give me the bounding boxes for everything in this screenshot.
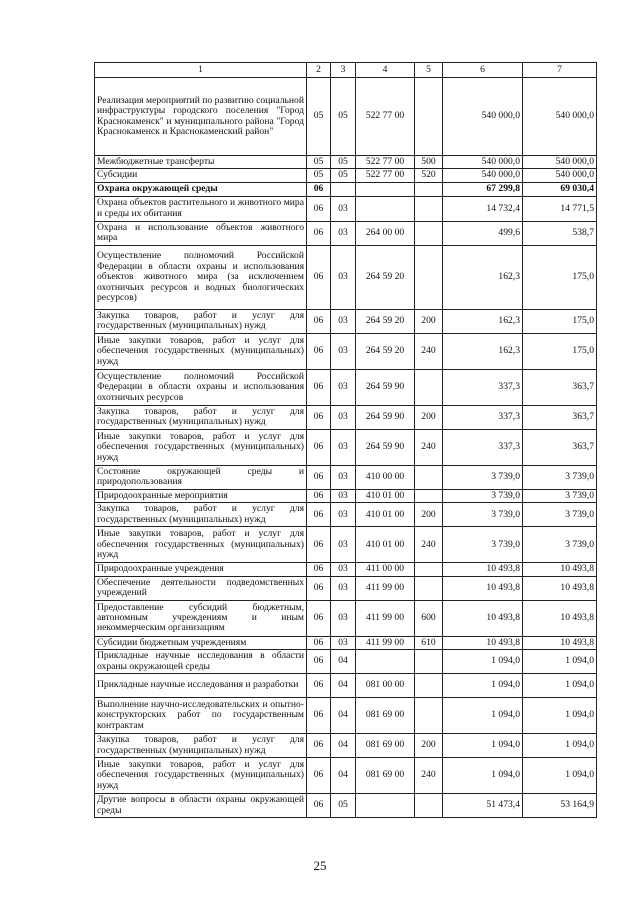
row-amount-year1: 3 739,0 <box>443 489 523 502</box>
table-row <box>95 503 597 527</box>
row-name: Другие вопросы в области охраны окружающей среды <box>95 794 307 818</box>
row-target-article: 264 59 90 <box>356 429 415 465</box>
row-expense-type <box>415 245 443 309</box>
row-expense-type: 500 <box>415 156 443 169</box>
row-amount-year2: 10 493,8 <box>523 636 597 649</box>
row-expense-type <box>415 489 443 502</box>
row-expense-type <box>415 794 443 818</box>
row-amount-year2: 10 493,8 <box>523 563 597 576</box>
row-target-article: 522 77 00 <box>356 169 415 182</box>
row-name: Закупка товаров, работ и услуг для государственных (муниципальных) нужд <box>95 405 307 429</box>
table-row <box>95 169 597 182</box>
row-amount-year1: 10 493,8 <box>443 600 523 636</box>
row-section: 06 <box>307 429 331 465</box>
page-number: 25 <box>313 858 327 873</box>
row-section: 06 <box>307 333 331 369</box>
row-amount-year1: 1 094,0 <box>443 650 523 674</box>
row-section: 06 <box>307 794 331 818</box>
row-amount-year1: 1 094,0 <box>443 758 523 794</box>
row-section: 06 <box>307 465 331 489</box>
row-subsection: 04 <box>331 698 356 734</box>
row-name: Прикладные научные исследования в области охраны окружающей среды <box>95 650 307 674</box>
row-expense-type: 600 <box>415 600 443 636</box>
row-section: 06 <box>307 489 331 502</box>
table-row <box>95 527 597 563</box>
row-section: 06 <box>307 196 331 221</box>
row-name: Охрана окружающей среды <box>95 182 307 196</box>
row-target-article: 410 01 00 <box>356 503 415 527</box>
row-name: Охрана и использование объектов животного мира <box>95 221 307 245</box>
row-subsection: 04 <box>331 758 356 794</box>
row-amount-year1: 499,6 <box>443 221 523 245</box>
row-target-article: 411 99 00 <box>356 576 415 600</box>
row-section: 06 <box>307 650 331 674</box>
row-amount-year2: 540 000,0 <box>523 169 597 182</box>
row-name: Реализация мероприятий по развитию социальной инфраструктуры городского поселения "Город Краснокаменск" и муниципального района "Город Краснокаменск и Краснокаменский район" <box>95 78 307 156</box>
row-target-article <box>356 182 415 196</box>
row-target-article: 264 59 90 <box>356 405 415 429</box>
table-row <box>95 156 597 169</box>
row-target-article: 411 99 00 <box>356 636 415 649</box>
row-subsection: 03 <box>331 576 356 600</box>
row-section: 06 <box>307 734 331 758</box>
table-row <box>95 221 597 245</box>
row-amount-year1: 10 493,8 <box>443 636 523 649</box>
row-section: 06 <box>307 369 331 405</box>
table-row <box>95 309 597 333</box>
row-expense-type: 200 <box>415 309 443 333</box>
table-row <box>95 369 597 405</box>
row-expense-type <box>415 369 443 405</box>
row-amount-year2: 540 000,0 <box>523 78 597 156</box>
row-subsection: 05 <box>331 169 356 182</box>
row-subsection: 03 <box>331 221 356 245</box>
table-row <box>95 636 597 649</box>
table-row <box>95 674 597 698</box>
row-amount-year1: 3 739,0 <box>443 465 523 489</box>
row-target-article: 522 77 00 <box>356 156 415 169</box>
table-row <box>95 245 597 309</box>
row-expense-type <box>415 182 443 196</box>
row-subsection: 04 <box>331 674 356 698</box>
row-expense-type: 240 <box>415 758 443 794</box>
row-target-article: 522 77 00 <box>356 78 415 156</box>
row-section: 06 <box>307 600 331 636</box>
row-amount-year1: 1 094,0 <box>443 734 523 758</box>
row-section: 06 <box>307 576 331 600</box>
row-name: Прикладные научные исследования и разработки <box>95 674 307 698</box>
row-section: 05 <box>307 156 331 169</box>
row-subsection: 03 <box>331 245 356 309</box>
budget-table <box>94 62 597 818</box>
row-amount-year1: 3 739,0 <box>443 527 523 563</box>
row-expense-type <box>415 563 443 576</box>
row-amount-year1: 540 000,0 <box>443 78 523 156</box>
row-amount-year1: 540 000,0 <box>443 156 523 169</box>
row-amount-year2: 363,7 <box>523 405 597 429</box>
row-subsection: 03 <box>331 369 356 405</box>
row-name: Состояние окружающей среды и природопользования <box>95 465 307 489</box>
row-amount-year2: 538,7 <box>523 221 597 245</box>
row-amount-year2: 3 739,0 <box>523 503 597 527</box>
row-name: Обеспечение деятельности подведомственных учреждений <box>95 576 307 600</box>
row-amount-year1: 14 732,4 <box>443 196 523 221</box>
row-amount-year1: 10 493,8 <box>443 563 523 576</box>
row-name: Охрана объектов растительного и животного мира и среды их обитания <box>95 196 307 221</box>
row-section: 06 <box>307 758 331 794</box>
row-subsection: 05 <box>331 156 356 169</box>
row-section: 06 <box>307 503 331 527</box>
row-section: 05 <box>307 78 331 156</box>
table-body <box>95 78 597 818</box>
row-amount-year2: 175,0 <box>523 333 597 369</box>
row-expense-type <box>415 78 443 156</box>
table-row <box>95 465 597 489</box>
table-row <box>95 333 597 369</box>
row-amount-year2: 363,7 <box>523 429 597 465</box>
row-amount-year2: 1 094,0 <box>523 698 597 734</box>
row-target-article: 411 99 00 <box>356 600 415 636</box>
row-name: Иные закупки товаров, работ и услуг для обеспечения государственных (муниципальных) нужд <box>95 758 307 794</box>
row-amount-year2: 3 739,0 <box>523 465 597 489</box>
row-amount-year1: 3 739,0 <box>443 503 523 527</box>
row-amount-year1: 67 299,8 <box>443 182 523 196</box>
row-name: Природоохранные учреждения <box>95 563 307 576</box>
row-expense-type: 200 <box>415 734 443 758</box>
row-amount-year1: 337,3 <box>443 369 523 405</box>
row-subsection: 05 <box>331 78 356 156</box>
row-name: Предоставление субсидий бюджетным, автономным учреждениям и иным некоммерческим организациям <box>95 600 307 636</box>
table-row <box>95 650 597 674</box>
table-row <box>95 489 597 502</box>
row-amount-year2: 1 094,0 <box>523 734 597 758</box>
row-section: 06 <box>307 563 331 576</box>
table-row <box>95 576 597 600</box>
row-section: 06 <box>307 698 331 734</box>
header-col-4: 4 <box>356 63 415 78</box>
table-row <box>95 600 597 636</box>
row-subsection: 03 <box>331 405 356 429</box>
table-row <box>95 182 597 196</box>
header-col-2: 2 <box>307 63 331 78</box>
row-amount-year1: 337,3 <box>443 405 523 429</box>
row-section: 05 <box>307 169 331 182</box>
row-amount-year1: 540 000,0 <box>443 169 523 182</box>
row-name: Субсидии бюджетным учреждениям <box>95 636 307 649</box>
row-subsection: 03 <box>331 563 356 576</box>
row-name: Иные закупки товаров, работ и услуг для обеспечения государственных (муниципальных) нужд <box>95 527 307 563</box>
row-name: Природоохранные мероприятия <box>95 489 307 502</box>
row-name: Субсидии <box>95 169 307 182</box>
row-subsection: 03 <box>331 503 356 527</box>
row-subsection: 03 <box>331 309 356 333</box>
row-name: Осуществление полномочий Российской Федерации в области охраны и использования охотничьих ресурсов <box>95 369 307 405</box>
row-name: Межбюджетные трансферты <box>95 156 307 169</box>
table-row <box>95 78 597 156</box>
row-expense-type: 240 <box>415 429 443 465</box>
row-amount-year1: 162,3 <box>443 333 523 369</box>
row-name: Выполнение научно-исследовательских и опытно-конструкторских работ по государственным контрактам <box>95 698 307 734</box>
row-section: 06 <box>307 405 331 429</box>
row-target-article: 264 59 90 <box>356 369 415 405</box>
row-section: 06 <box>307 309 331 333</box>
table-row <box>95 429 597 465</box>
row-section: 06 <box>307 527 331 563</box>
row-subsection: 03 <box>331 196 356 221</box>
row-amount-year2: 3 739,0 <box>523 489 597 502</box>
row-amount-year2: 175,0 <box>523 309 597 333</box>
row-amount-year1: 337,3 <box>443 429 523 465</box>
row-target-article <box>356 794 415 818</box>
row-amount-year2: 53 164,9 <box>523 794 597 818</box>
row-section: 06 <box>307 636 331 649</box>
header-col-6: 6 <box>443 63 523 78</box>
row-amount-year2: 540 000,0 <box>523 156 597 169</box>
row-amount-year2: 363,7 <box>523 369 597 405</box>
row-amount-year2: 1 094,0 <box>523 758 597 794</box>
row-amount-year1: 10 493,8 <box>443 576 523 600</box>
header-col-5: 5 <box>415 63 443 78</box>
row-subsection: 04 <box>331 650 356 674</box>
row-expense-type <box>415 196 443 221</box>
row-name: Закупка товаров, работ и услуг для государственных (муниципальных) нужд <box>95 734 307 758</box>
table-row <box>95 698 597 734</box>
row-subsection: 03 <box>331 489 356 502</box>
row-subsection: 03 <box>331 465 356 489</box>
table-row <box>95 734 597 758</box>
header-col-3: 3 <box>331 63 356 78</box>
row-target-article: 264 59 20 <box>356 309 415 333</box>
table-row <box>95 563 597 576</box>
header-col-1: 1 <box>95 63 307 78</box>
row-target-article: 264 59 20 <box>356 245 415 309</box>
row-name: Осуществление полномочий Российской Федерации в области охраны и использования объектов животного мира (за исключением охотничьих ресурсов и водных биологических ресурсов) <box>95 245 307 309</box>
row-name: Закупка товаров, работ и услуг для государственных (муниципальных) нужд <box>95 503 307 527</box>
row-section: 06 <box>307 674 331 698</box>
row-subsection: 05 <box>331 794 356 818</box>
row-expense-type: 520 <box>415 169 443 182</box>
row-target-article: 410 00 00 <box>356 465 415 489</box>
row-expense-type <box>415 674 443 698</box>
row-amount-year2: 3 739,0 <box>523 527 597 563</box>
header-col-7: 7 <box>523 63 597 78</box>
row-target-article: 264 00 00 <box>356 221 415 245</box>
row-subsection: 04 <box>331 734 356 758</box>
row-amount-year2: 69 030,4 <box>523 182 597 196</box>
row-section: 06 <box>307 182 331 196</box>
row-target-article: 410 01 00 <box>356 489 415 502</box>
table-row <box>95 758 597 794</box>
row-target-article: 081 69 00 <box>356 758 415 794</box>
row-expense-type <box>415 650 443 674</box>
row-amount-year1: 1 094,0 <box>443 698 523 734</box>
row-expense-type: 200 <box>415 405 443 429</box>
row-expense-type: 610 <box>415 636 443 649</box>
row-expense-type <box>415 698 443 734</box>
row-target-article: 081 69 00 <box>356 698 415 734</box>
table-row <box>95 196 597 221</box>
row-expense-type: 200 <box>415 503 443 527</box>
row-target-article: 411 00 00 <box>356 563 415 576</box>
row-target-article <box>356 650 415 674</box>
row-subsection: 03 <box>331 527 356 563</box>
row-amount-year1: 1 094,0 <box>443 674 523 698</box>
row-amount-year2: 1 094,0 <box>523 650 597 674</box>
row-target-article: 081 69 00 <box>356 734 415 758</box>
row-subsection <box>331 182 356 196</box>
row-target-article <box>356 196 415 221</box>
row-subsection: 03 <box>331 333 356 369</box>
row-target-article: 081 00 00 <box>356 674 415 698</box>
row-expense-type: 240 <box>415 527 443 563</box>
row-subsection: 03 <box>331 429 356 465</box>
row-amount-year2: 1 094,0 <box>523 674 597 698</box>
row-amount-year1: 162,3 <box>443 245 523 309</box>
row-amount-year1: 162,3 <box>443 309 523 333</box>
table-row <box>95 794 597 818</box>
row-expense-type <box>415 221 443 245</box>
table-row <box>95 405 597 429</box>
header-row <box>95 63 597 78</box>
row-subsection: 03 <box>331 600 356 636</box>
row-name: Закупка товаров, работ и услуг для государственных (муниципальных) нужд <box>95 309 307 333</box>
row-amount-year2: 175,0 <box>523 245 597 309</box>
row-amount-year1: 51 473,4 <box>443 794 523 818</box>
row-section: 06 <box>307 221 331 245</box>
row-expense-type <box>415 576 443 600</box>
row-target-article: 264 59 20 <box>356 333 415 369</box>
row-expense-type <box>415 465 443 489</box>
row-subsection: 03 <box>331 636 356 649</box>
row-amount-year2: 10 493,8 <box>523 576 597 600</box>
row-amount-year2: 14 771,5 <box>523 196 597 221</box>
row-name: Иные закупки товаров, работ и услуг для обеспечения государственных (муниципальных) нужд <box>95 429 307 465</box>
row-target-article: 410 01 00 <box>356 527 415 563</box>
row-amount-year2: 10 493,8 <box>523 600 597 636</box>
row-name: Иные закупки товаров, работ и услуг для обеспечения государственных (муниципальных) нужд <box>95 333 307 369</box>
row-section: 06 <box>307 245 331 309</box>
row-expense-type: 240 <box>415 333 443 369</box>
